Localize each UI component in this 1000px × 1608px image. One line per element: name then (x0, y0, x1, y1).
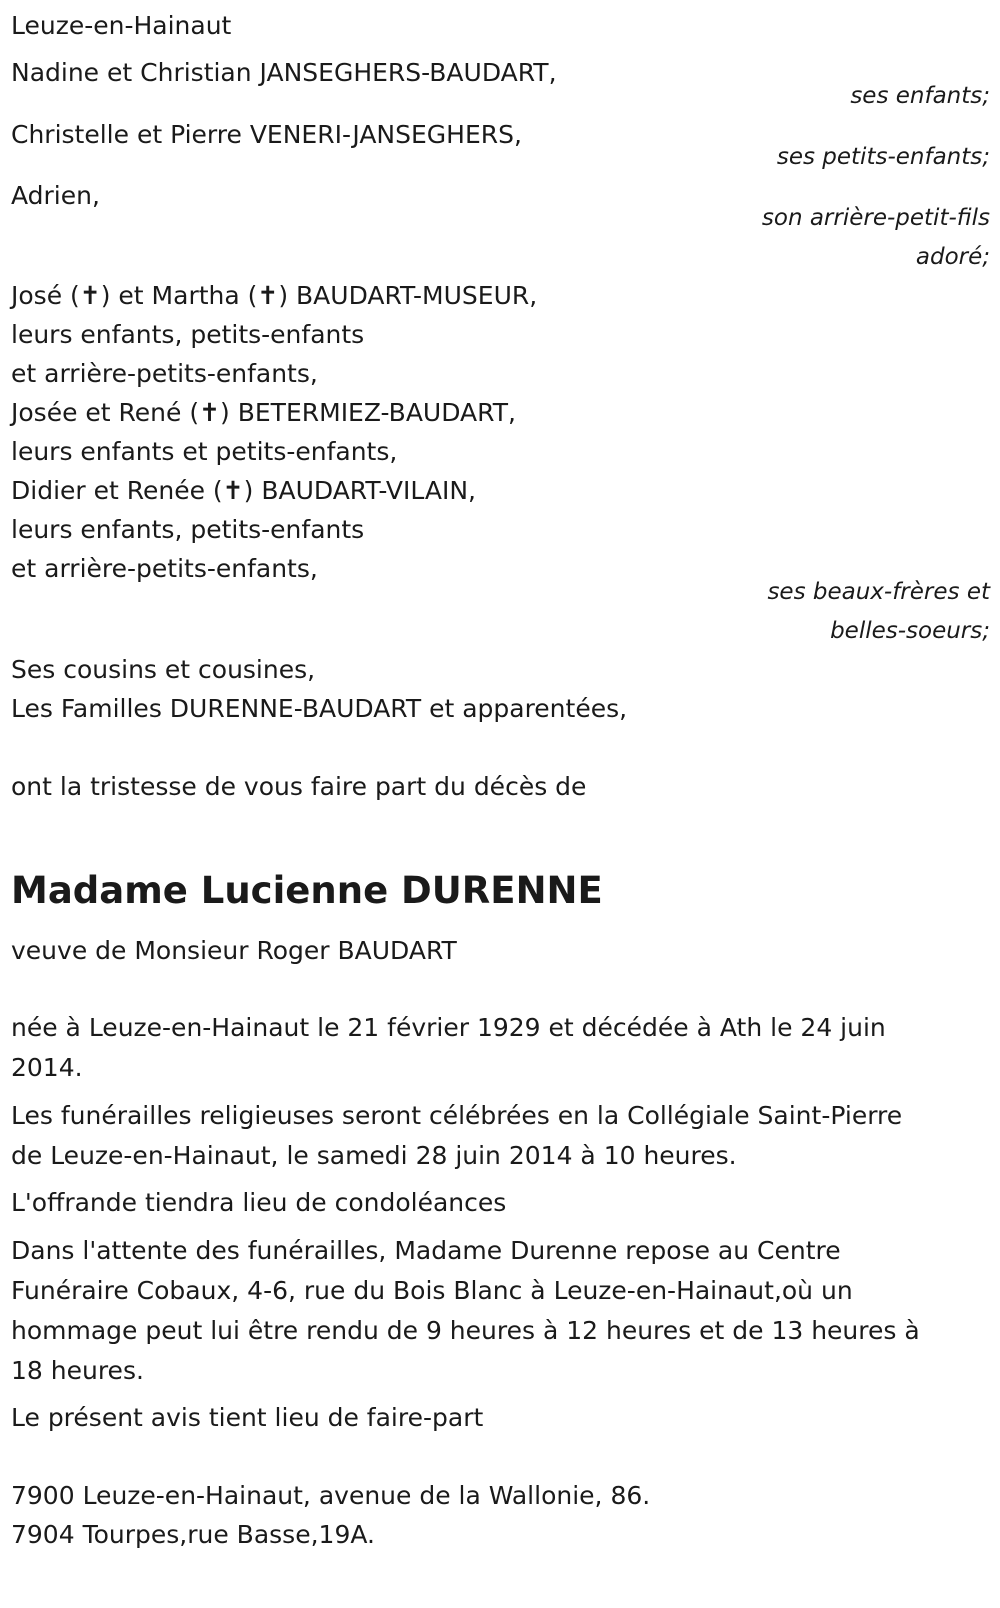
children-names: Nadine et Christian JANSEGHERS-BAUDART, (11, 58, 557, 87)
address-2: 7904 Tourpes,rue Basse,19A. (11, 1520, 375, 1549)
funeral-line: Les funérailles religieuses seront célébrées en la Collégiale Saint-Pierre (11, 1101, 903, 1130)
cousins-line: Ses cousins et cousines, (11, 655, 316, 684)
greatgrandchild-relation-2: adoré; (915, 244, 990, 270)
viewing-line: Dans l'attente des funérailles, Madame Durenne repose au Centre (11, 1236, 841, 1265)
funeral-line: de Leuze-en-Hainaut, le samedi 28 juin 2014 à 10 heures. (11, 1141, 737, 1170)
inlaws-line: leurs enfants, petits-enfants (11, 515, 365, 544)
children-relation: ses enfants; (850, 83, 990, 109)
inlaws-line: José (✝) et Martha (✝) BAUDART-MUSEUR, (11, 281, 538, 310)
birth-death-line: née à Leuze-en-Hainaut le 21 février 1929 et décédée à Ath le 24 juin (11, 1013, 886, 1042)
deceased-name: Madame Lucienne DURENNE (11, 869, 603, 912)
address-1: 7900 Leuze-en-Hainaut, avenue de la Wallonie, 86. (11, 1481, 651, 1510)
city-heading: Leuze-en-Hainaut (11, 11, 232, 40)
inlaws-relation-1: ses beaux-frères et (767, 579, 990, 605)
inlaws-line: et arrière-petits-enfants, (11, 554, 318, 583)
inlaws-list (11, 276, 981, 588)
greatgrandchild-name: Adrien, (11, 181, 100, 210)
greatgrandchild-relation-1: son arrière-petit-fils (761, 205, 990, 231)
viewing-line: hommage peut lui être rendu de 9 heures à 12 heures et de 13 heures à (11, 1316, 920, 1345)
birth-death-paragraph (11, 1008, 981, 1088)
inlaws-line: leurs enfants, petits-enfants (11, 320, 365, 349)
families-line: Les Familles DURENNE-BAUDART et apparentées, (11, 694, 628, 723)
inlaws-line: Didier et Renée (✝) BAUDART-VILAIN, (11, 476, 476, 505)
grandchildren-names: Christelle et Pierre VENERI-JANSEGHERS, (11, 120, 522, 149)
inlaws-line: leurs enfants et petits-enfants, (11, 437, 398, 466)
inlaws-line: Josée et René (✝) BETERMIEZ-BAUDART, (11, 398, 516, 427)
grandchildren-relation: ses petits-enfants; (776, 144, 990, 170)
funeral-paragraph (11, 1096, 981, 1176)
birth-death-line: 2014. (11, 1053, 83, 1082)
announcement: ont la tristesse de vous faire part du décès de (11, 772, 587, 801)
viewing-paragraph (11, 1231, 981, 1391)
widow-of: veuve de Monsieur Roger BAUDART (11, 936, 457, 965)
notice-line: Le présent avis tient lieu de faire-part (11, 1403, 484, 1432)
inlaws-line: et arrière-petits-enfants, (11, 359, 318, 388)
inlaws-relation-2: belles-soeurs; (830, 618, 990, 644)
offering-line: L'offrande tiendra lieu de condoléances (11, 1188, 507, 1217)
viewing-line: 18 heures. (11, 1356, 144, 1385)
viewing-line: Funéraire Cobaux, 4-6, rue du Bois Blanc à Leuze-en-Hainaut,où un (11, 1276, 853, 1305)
